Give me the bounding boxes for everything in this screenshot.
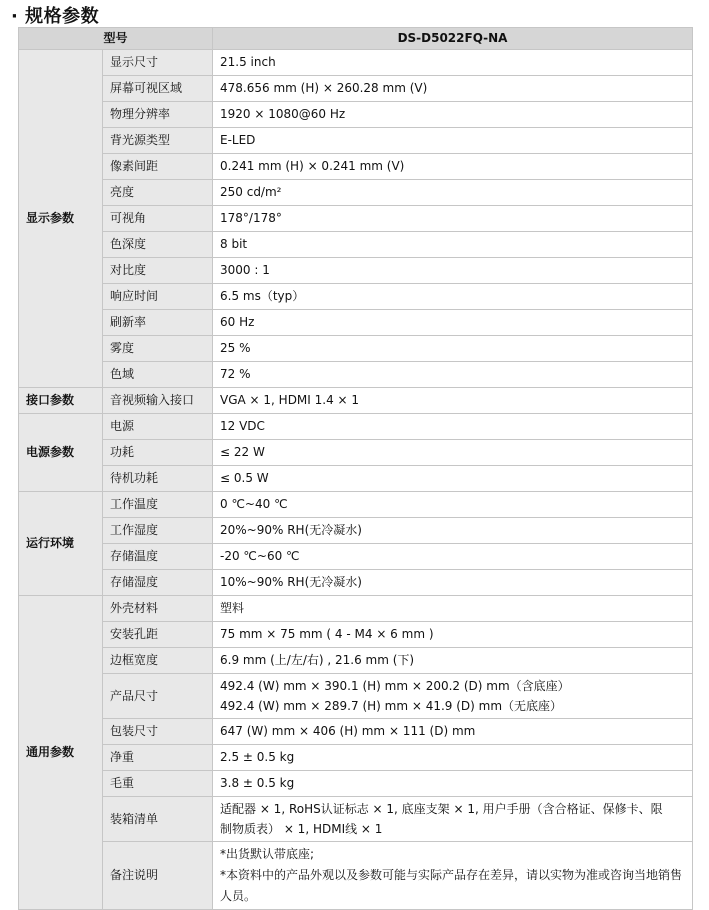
spec-value	[213, 518, 693, 544]
spec-value	[213, 362, 693, 388]
spec-table-body	[19, 28, 693, 910]
table-row	[19, 258, 693, 284]
spec-value-line: 0 ℃~40 ℃	[220, 497, 288, 511]
spec-value	[213, 842, 693, 910]
spec-value-line: 75 mm × 75 mm ( 4 - M4 × 6 mm )	[220, 627, 434, 641]
spec-value-line: -20 ℃~60 ℃	[220, 549, 300, 563]
spec-value-line: 3000 : 1	[220, 263, 270, 277]
spec-label: 对比度	[103, 258, 213, 284]
section-name: 通用参数	[19, 596, 103, 910]
spec-value-line: 6.9 mm (上/左/右) , 21.6 mm (下)	[220, 653, 415, 667]
table-row	[19, 232, 693, 258]
spec-label: 装箱清单	[103, 797, 213, 842]
spec-value	[213, 596, 693, 622]
spec-label: 可视角	[103, 206, 213, 232]
spec-label: 备注说明	[103, 842, 213, 910]
spec-label: 雾度	[103, 336, 213, 362]
section-name: 显示参数	[19, 50, 103, 388]
spec-value	[213, 102, 693, 128]
table-row	[19, 128, 693, 154]
spec-value	[213, 310, 693, 336]
table-row	[19, 771, 693, 797]
spec-value	[213, 180, 693, 206]
spec-value-line: 0.241 mm (H) × 0.241 mm (V)	[220, 159, 405, 173]
table-row	[19, 544, 693, 570]
table-row	[19, 745, 693, 771]
table-row	[19, 76, 693, 102]
table-row	[19, 674, 693, 719]
spec-value-line: ≤ 22 W	[220, 445, 265, 459]
spec-label: 响应时间	[103, 284, 213, 310]
spec-label: 净重	[103, 745, 213, 771]
spec-value-line: 2.5 ± 0.5 kg	[220, 750, 295, 764]
spec-value	[213, 232, 693, 258]
spec-table	[18, 27, 693, 910]
spec-value	[213, 622, 693, 648]
spec-value-line: 适配器 × 1, RoHS认证标志 × 1, 底座支架 × 1, 用户手册（含合格证、保修卡、限	[220, 802, 663, 816]
spec-label: 产品尺寸	[103, 674, 213, 719]
table-row	[19, 518, 693, 544]
spec-value-line: 178°/178°	[220, 211, 282, 225]
spec-value-line: 10%~90% RH(无冷凝水)	[220, 575, 362, 589]
spec-value-line: 492.4 (W) mm × 289.7 (H) mm × 41.9 (D) mm（无底座）	[220, 699, 563, 713]
spec-value-line: *出货默认带底座;	[220, 847, 315, 861]
spec-value-line: 人员。	[220, 889, 257, 903]
spec-label: 功耗	[103, 440, 213, 466]
spec-value-line: 12 VDC	[220, 419, 265, 433]
spec-value	[213, 745, 693, 771]
spec-value-line: 72 %	[220, 367, 251, 381]
spec-label: 显示尺寸	[103, 50, 213, 76]
spec-value-line: 25 %	[220, 341, 251, 355]
table-row	[19, 596, 693, 622]
spec-label: 待机功耗	[103, 466, 213, 492]
spec-value	[213, 797, 693, 842]
spec-label: 亮度	[103, 180, 213, 206]
spec-value	[213, 76, 693, 102]
table-row	[19, 336, 693, 362]
table-row	[19, 492, 693, 518]
spec-label: 物理分辨率	[103, 102, 213, 128]
spec-value	[213, 128, 693, 154]
spec-value	[213, 492, 693, 518]
spec-label: 边框宽度	[103, 648, 213, 674]
section-name: 电源参数	[19, 414, 103, 492]
spec-label: 电源	[103, 414, 213, 440]
spec-label: 毛重	[103, 771, 213, 797]
spec-value	[213, 50, 693, 76]
spec-value	[213, 414, 693, 440]
spec-value-line: *本资料中的产品外观以及参数可能与实际产品存在差异，请以实物为准或咨询当地销售	[220, 868, 683, 882]
spec-value	[213, 388, 693, 414]
spec-value-line: ≤ 0.5 W	[220, 471, 269, 485]
table-row	[19, 842, 693, 910]
spec-value-line: 6.5 ms（typ）	[220, 289, 305, 303]
table-row	[19, 180, 693, 206]
spec-value-line: 478.656 mm (H) × 260.28 mm (V)	[220, 81, 428, 95]
spec-label: 工作湿度	[103, 518, 213, 544]
spec-label: 音视频输入接口	[103, 388, 213, 414]
table-row	[19, 102, 693, 128]
spec-value	[213, 570, 693, 596]
spec-label: 色域	[103, 362, 213, 388]
model-header-value: DS-D5022FQ-NA	[213, 28, 693, 50]
spec-label: 安装孔距	[103, 622, 213, 648]
spec-value-line: 492.4 (W) mm × 390.1 (H) mm × 200.2 (D) mm（含底座）	[220, 679, 570, 693]
table-row	[19, 648, 693, 674]
spec-label: 外壳材料	[103, 596, 213, 622]
spec-value-line: 60 Hz	[220, 315, 255, 329]
table-row	[19, 414, 693, 440]
spec-value	[213, 648, 693, 674]
spec-value-line: 21.5 inch	[220, 55, 276, 69]
spec-label: 包装尺寸	[103, 719, 213, 745]
spec-value	[213, 674, 693, 719]
table-row	[19, 466, 693, 492]
spec-label: 工作温度	[103, 492, 213, 518]
spec-label: 屏幕可视区域	[103, 76, 213, 102]
spec-label: 存储湿度	[103, 570, 213, 596]
spec-value-line: 1920 × 1080@60 Hz	[220, 107, 346, 121]
table-row	[19, 310, 693, 336]
section-name: 接口参数	[19, 388, 103, 414]
spec-value-line: VGA × 1, HDMI 1.4 × 1	[220, 393, 360, 407]
table-row	[19, 570, 693, 596]
spec-value	[213, 336, 693, 362]
spec-value	[213, 284, 693, 310]
spec-value	[213, 258, 693, 284]
spec-label: 存储温度	[103, 544, 213, 570]
table-row	[19, 440, 693, 466]
table-row	[19, 284, 693, 310]
spec-value	[213, 440, 693, 466]
table-row	[19, 362, 693, 388]
table-row	[19, 719, 693, 745]
spec-label: 背光源类型	[103, 128, 213, 154]
spec-value-line: 647 (W) mm × 406 (H) mm × 111 (D) mm	[220, 724, 476, 738]
spec-value-line: 塑料	[220, 601, 245, 615]
spec-value-line: 制物质表） × 1, HDMI线 × 1	[220, 822, 383, 836]
section-name: 运行环境	[19, 492, 103, 596]
spec-value	[213, 719, 693, 745]
page-title: · 规格参数	[11, 6, 100, 27]
spec-label: 像素间距	[103, 154, 213, 180]
spec-label: 刷新率	[103, 310, 213, 336]
spec-value-line: 250 cd/m²	[220, 185, 282, 199]
table-header-row	[19, 28, 693, 50]
table-row	[19, 154, 693, 180]
spec-value	[213, 466, 693, 492]
model-header-label: 型号	[19, 28, 213, 50]
table-row	[19, 622, 693, 648]
spec-value-line: 8 bit	[220, 237, 248, 251]
table-row	[19, 797, 693, 842]
table-row	[19, 388, 693, 414]
spec-value	[213, 206, 693, 232]
spec-value-line: 3.8 ± 0.5 kg	[220, 776, 295, 790]
table-row	[19, 50, 693, 76]
spec-value-line: E-LED	[220, 133, 256, 147]
spec-label: 色深度	[103, 232, 213, 258]
spec-value-line: 20%~90% RH(无冷凝水)	[220, 523, 362, 537]
spec-value	[213, 544, 693, 570]
table-row	[19, 206, 693, 232]
spec-value	[213, 771, 693, 797]
spec-value	[213, 154, 693, 180]
